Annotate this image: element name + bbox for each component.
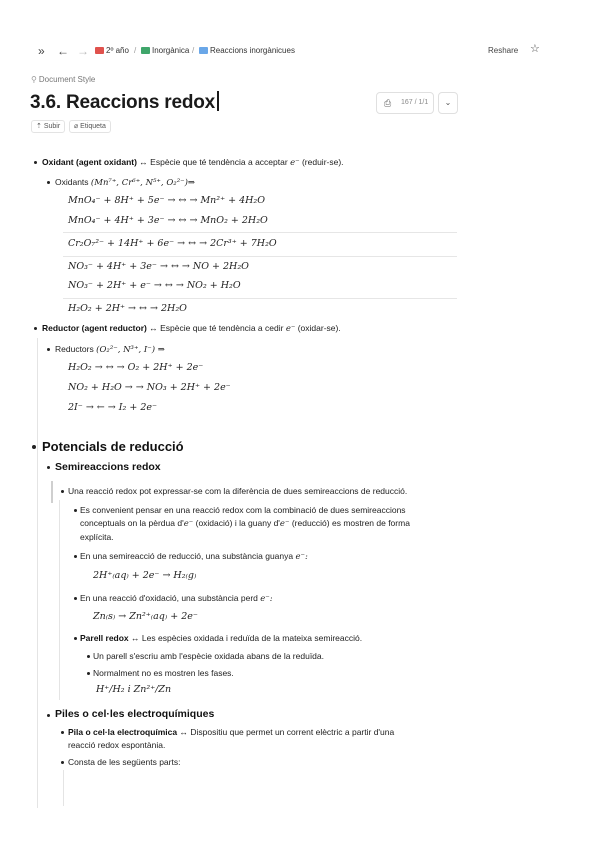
breadcrumb-item-inorganica[interactable] — [141, 45, 189, 57]
pila-definition — [68, 726, 394, 738]
breadcrumb-label: Reaccions inorgànicues — [210, 46, 295, 55]
reductor-term: Reductor (agent reductor) — [42, 323, 147, 333]
document-style-icon: ⚲ — [31, 75, 37, 84]
pila-term: Pila o cel·la electroquímica — [68, 727, 178, 737]
oxidant-definition — [42, 156, 344, 169]
electron-symbol: e⁻ — [285, 324, 296, 334]
text-cursor — [217, 91, 219, 111]
oxidant-text: Espècie que té tendència a acceptar — [150, 157, 288, 167]
reductor-definition — [42, 322, 341, 335]
divider — [63, 232, 457, 233]
bullet — [47, 348, 50, 351]
document-style-text: Document Style — [38, 75, 96, 84]
reductor-text: Espècie que té tendència a cedir — [160, 323, 284, 333]
document-style-label[interactable] — [31, 75, 95, 85]
star-icon[interactable]: ☆ — [530, 43, 540, 55]
reductor-reaction: NO₂ + H₂O → → NO₃ + 2H⁺ + 2e⁻ — [68, 382, 231, 393]
breadcrumb-item-year[interactable] — [95, 45, 129, 57]
subir-label: Subir — [43, 123, 61, 130]
oxidants-species: (Mn⁷⁺, Cr⁶⁺, N⁵⁺, O₂²⁻)⇒ — [90, 178, 196, 188]
options-dropdown-button[interactable] — [438, 92, 458, 114]
reduction-halfreaction-text — [80, 550, 308, 563]
paragraph-text: conceptuals on la pèrdua d' — [80, 518, 184, 528]
indent-guide — [63, 770, 64, 806]
equivalence-arrow: ↔ — [179, 727, 189, 737]
breadcrumb-separator: / — [134, 46, 137, 55]
top-nav-bar — [0, 40, 600, 64]
potencials-heading: Potencials de reducció — [42, 439, 184, 454]
bullet — [47, 714, 50, 717]
bullet — [34, 161, 37, 164]
semireaccions-paragraph-line1: Es convenient pensar en una reacció redox com la combinació de dues semireaccions — [80, 505, 406, 515]
equivalence-arrow: ↔ — [149, 323, 158, 333]
breadcrumb-item-reaccions[interactable] — [199, 45, 295, 57]
reductor-reaction: 2I⁻ → ← → I₂ + 2e⁻ — [68, 402, 158, 413]
bullet — [74, 509, 77, 512]
bullet — [87, 655, 90, 658]
chevron-down-icon: ⌄ — [444, 98, 452, 107]
equivalence-arrow: ↔ — [131, 633, 140, 643]
oxidant-reaction: H₂O₂ + 2H⁺ → ↔ → 2H₂O — [68, 303, 187, 314]
bullet — [74, 637, 77, 640]
piles-heading: Piles o cel·les electroquímiques — [55, 708, 215, 720]
back-arrow-icon[interactable]: ← — [57, 44, 69, 58]
breadcrumb-label: 2º año — [106, 46, 129, 55]
divider — [63, 298, 457, 299]
oxidant-term: Oxidant (agent oxidant) — [42, 157, 137, 167]
electron-symbol: e⁻: — [295, 552, 308, 562]
bullet — [61, 490, 64, 493]
bullet — [47, 181, 50, 184]
pila-definition-line2: reacció redox espontània. — [68, 740, 166, 750]
parell-term: Parell redox — [80, 633, 129, 643]
subir-button[interactable] — [31, 120, 65, 133]
bullet — [61, 761, 64, 764]
bullet — [87, 672, 90, 675]
upload-icon: ⇡ — [36, 123, 44, 130]
paragraph-text: (oxidació) i la guany d' — [195, 518, 280, 528]
collapse-sidebar-icon[interactable]: » — [38, 44, 45, 58]
indent-guide — [59, 500, 60, 700]
indent-guide — [37, 338, 38, 808]
paragraph-text: En una semireacció de reducció, una substància guanya — [80, 551, 294, 561]
folder-icon — [95, 47, 104, 54]
oxidant-reaction: MnO₄⁻ + 8H⁺ + 5e⁻ → ↔ → Mn²⁺ + 4H₂O — [68, 195, 266, 206]
folder-icon — [199, 47, 208, 54]
oxidant-tail: (reduir-se). — [301, 157, 344, 167]
reduction-equation: 2H⁺₍aq₎ + 2e⁻ → H₂₍g₎ — [93, 570, 197, 581]
paragraph-text: (reducció) es mostren de forma — [291, 518, 410, 528]
parell-note-2: Normalment no es mostren les fases. — [93, 668, 234, 678]
forward-arrow-icon[interactable]: → — [77, 44, 89, 58]
equivalence-arrow: ↔ — [139, 157, 148, 167]
reductors-species: (O₂²⁻, N³⁺, I⁻) ⇒ — [96, 345, 165, 355]
oxidant-reaction: NO₃⁻ + 2H⁺ + e⁻ → ↔ → NO₂ + H₂O — [68, 280, 241, 291]
electron-symbol: e⁻: — [260, 594, 273, 604]
folder-icon — [141, 47, 150, 54]
oxidants-list-label — [55, 176, 195, 189]
parell-note-1: Un parell s'escriu amb l'espècie oxidada abans de la reduïda. — [93, 651, 324, 661]
quote-bar — [51, 481, 53, 503]
paragraph-text: En una reacció d'oxidació, una substància perd — [80, 593, 258, 603]
semireaccions-intro: Una reacció redox pot expressar-se com la diferència de dues semireaccions de reducció. — [68, 486, 408, 496]
reductor-tail: (oxidar-se). — [297, 323, 341, 333]
page-counter-text: 167 / 1/1 — [401, 99, 429, 106]
etiqueta-label: Etiqueta — [80, 123, 106, 130]
oxidant-reaction: Cr₂O₇²⁻ + 14H⁺ + 6e⁻ → ↔ → 2Cr³⁺ + 7H₂O — [68, 238, 277, 249]
oxidant-reaction: NO₃⁻ + 4H⁺ + 3e⁻ → ↔ → NO + 2H₂O — [68, 261, 249, 272]
semireaccions-heading: Semireaccions redox — [55, 461, 161, 473]
tag-icon: ⌀ — [74, 123, 81, 130]
bullet — [74, 597, 77, 600]
parell-example-equation: H⁺/H₂ i Zn²⁺/Zn — [96, 684, 172, 695]
comment-icon: ⎙ — [384, 98, 392, 108]
parell-redox-definition — [80, 632, 362, 644]
pila-text: Dispositiu que permet un corrent elèctric a partir d'una — [190, 727, 395, 737]
electron-symbol: e⁻ — [290, 158, 300, 168]
oxidant-reaction: MnO₄⁻ + 4H⁺ + 3e⁻ → ↔ → MnO₂ + 2H₂O — [68, 215, 268, 226]
etiqueta-button[interactable] — [69, 120, 111, 133]
parell-text: Les espècies oxidada i reduïda de la mateixa semireacció. — [141, 633, 363, 643]
bullet — [47, 466, 50, 469]
reductors-label: Reductors — [55, 344, 94, 354]
divider — [63, 256, 457, 257]
oxidation-equation: Zn₍s₎ → Zn²⁺₍aq₎ + 2e⁻ — [93, 611, 198, 622]
bullet — [61, 731, 64, 734]
page-title-text: 3.6. Reaccions redox — [30, 92, 216, 113]
breadcrumb-separator: / — [192, 46, 195, 55]
consta-text: Consta de les següents parts: — [68, 757, 181, 767]
reductors-list-label — [55, 343, 165, 356]
breadcrumb-label: Inorgànica — [152, 46, 190, 55]
page-title[interactable] — [30, 91, 219, 115]
semireaccions-paragraph-line3: explícita. — [80, 532, 114, 542]
bullet — [74, 555, 77, 558]
page-counter-button[interactable] — [376, 92, 434, 114]
reductor-reaction: H₂O₂ → ↔ → O₂ + 2H⁺ + 2e⁻ — [68, 362, 204, 373]
oxidants-label: Oxidants — [55, 177, 89, 187]
oxidation-halfreaction-text — [80, 592, 273, 605]
electron-symbol: e⁻ — [279, 519, 290, 529]
reshare-button[interactable]: Reshare — [488, 46, 519, 55]
semireaccions-paragraph-line2 — [80, 517, 410, 530]
electron-symbol: e⁻ — [183, 519, 194, 529]
bullet — [34, 327, 37, 330]
bullet — [32, 445, 36, 449]
